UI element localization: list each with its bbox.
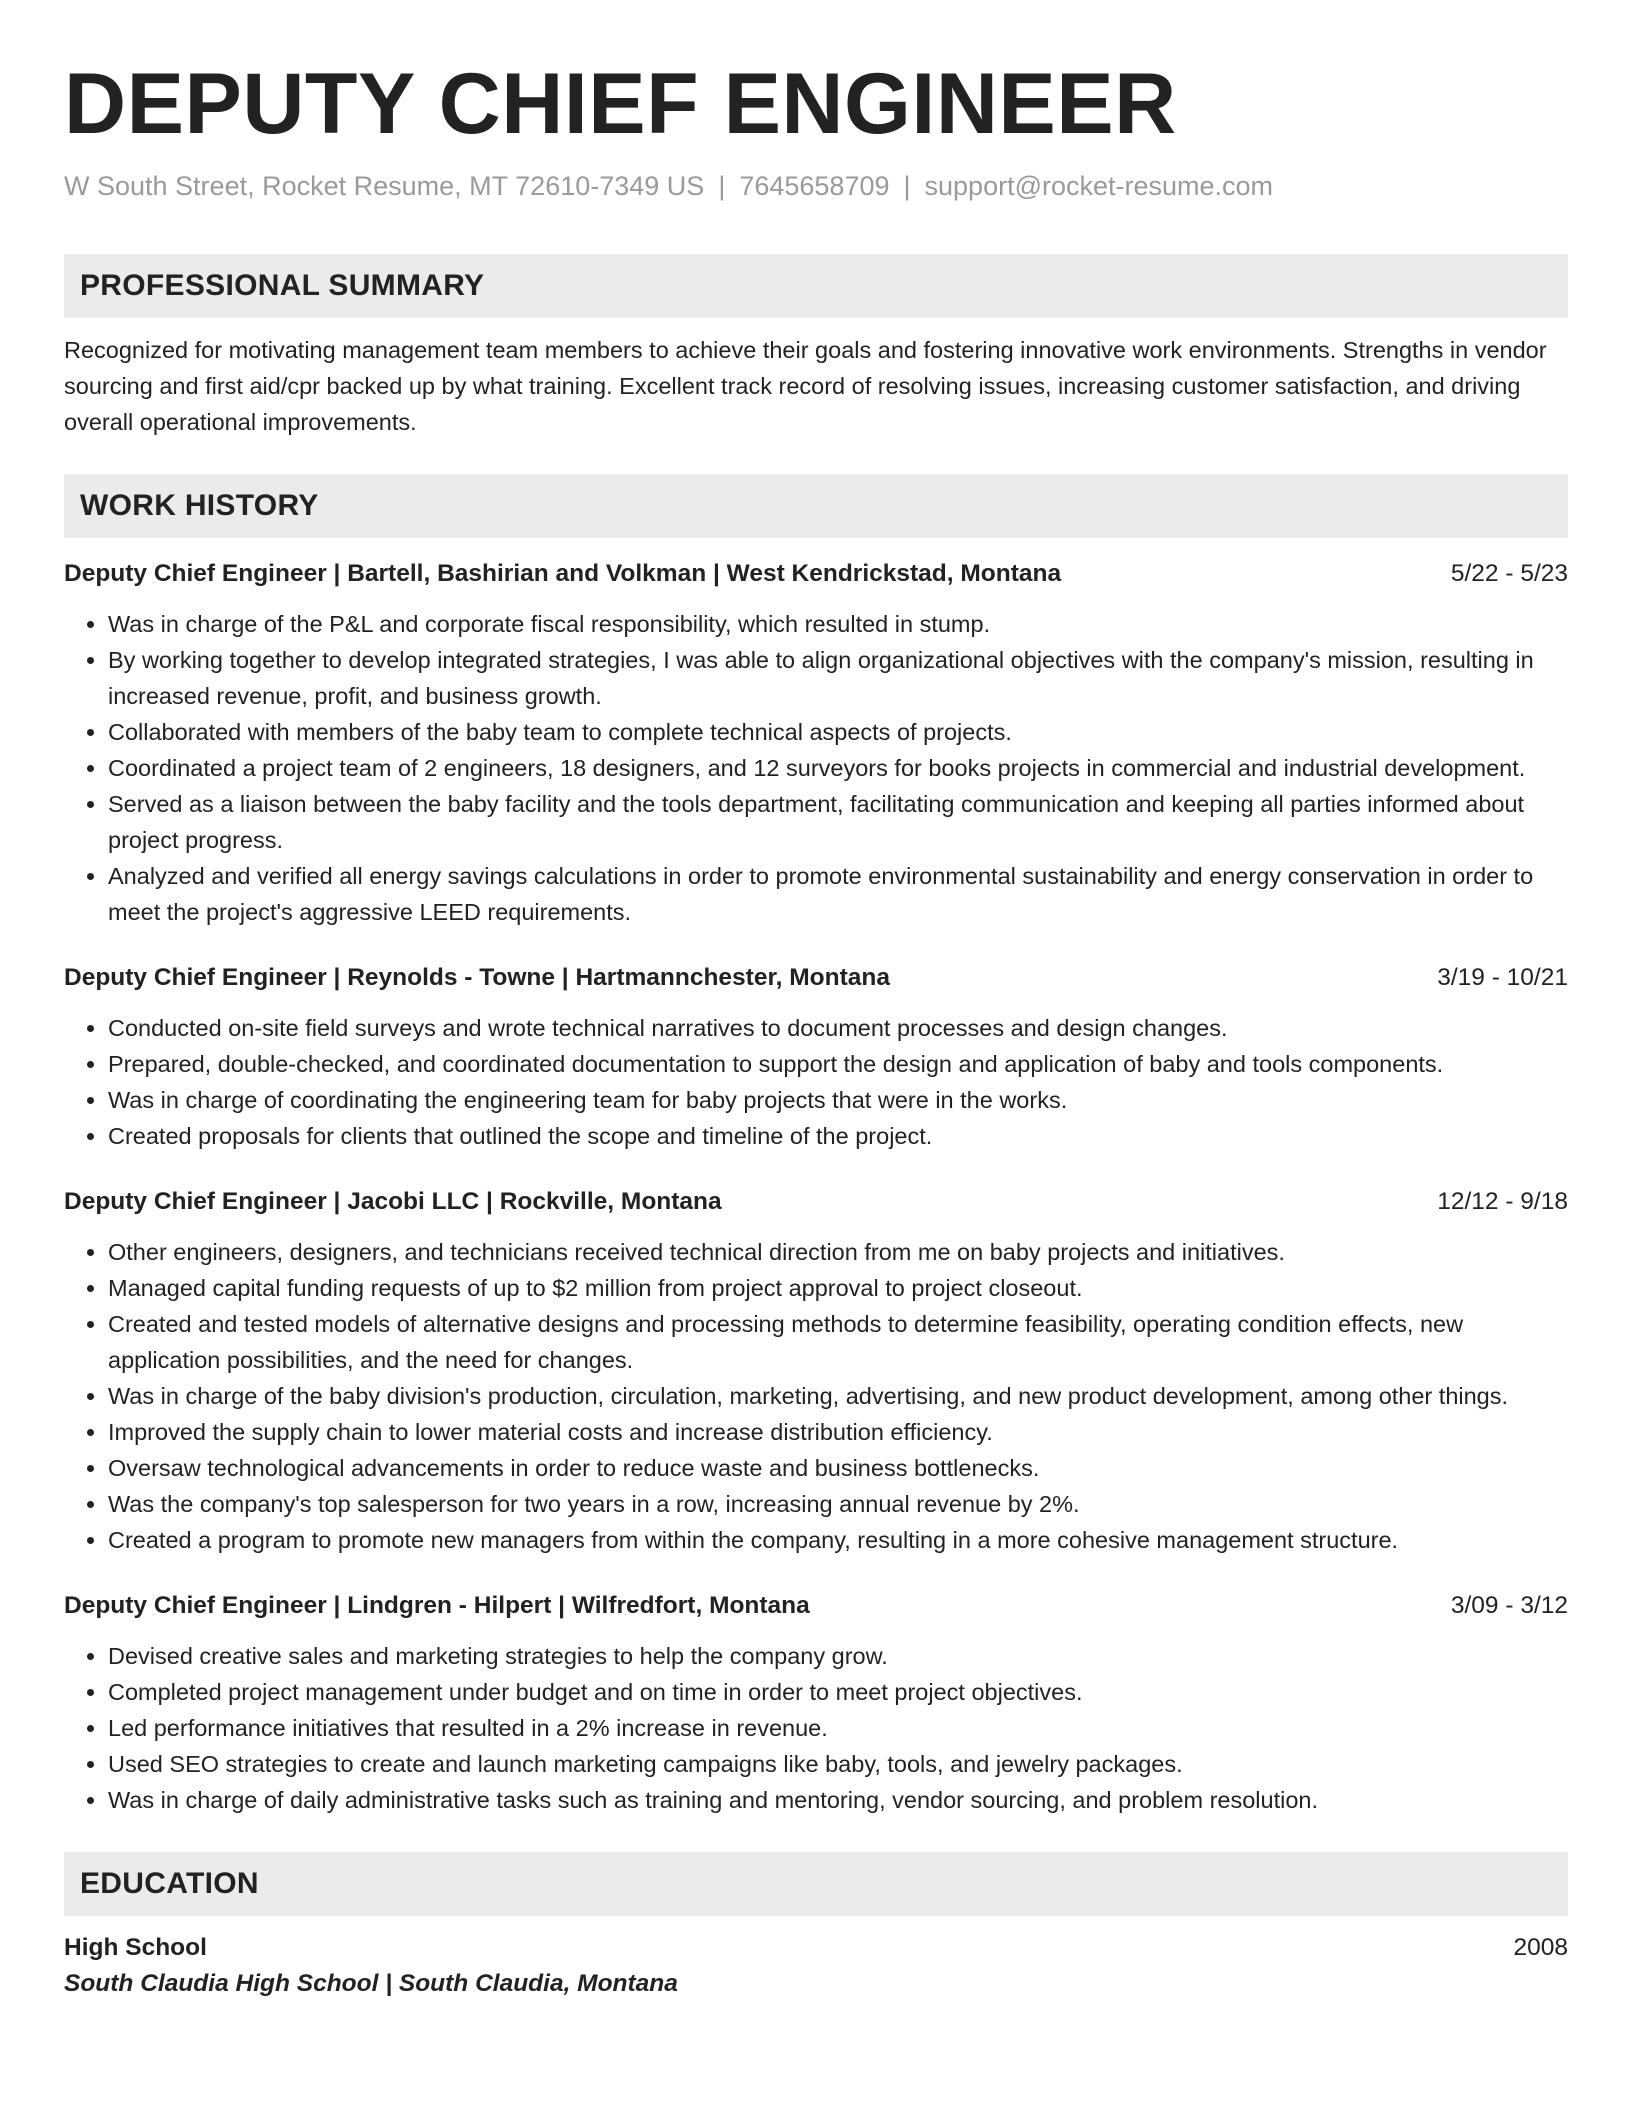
job-header — [64, 960, 1568, 996]
job-bullet: • By working together to develop integrated strategies, I was able to align organizational objectives with the company's mission, resulting in increased revenue, profit, and business growth. — [108, 642, 1568, 714]
education-degree: High School — [64, 1934, 207, 1961]
education-year: 2008 — [1513, 1934, 1568, 1961]
education-entry — [64, 1930, 1568, 2002]
job-bullet: • Created and tested models of alternative designs and processing methods to determine feasibility, operating condition effects, new application possibilities, and the need for changes. — [108, 1306, 1568, 1378]
job-bullet: • Devised creative sales and marketing strategies to help the company grow. — [108, 1638, 1568, 1674]
job-dates: 12/12 - 9/18 — [1437, 1188, 1568, 1215]
job-bullet: • Created a program to promote new managers from within the company, resulting in a more cohesive management structure. — [108, 1522, 1568, 1558]
section-heading-work-history: WORK HISTORY — [64, 474, 1568, 538]
job-entry — [64, 960, 1568, 1154]
education-header — [64, 1930, 1568, 1966]
job-dates: 5/22 - 5/23 — [1450, 560, 1568, 587]
job-title: Deputy Chief Engineer | Jacobi LLC | Rockville, Montana — [64, 1188, 722, 1215]
job-bullets — [64, 1234, 1568, 1558]
job-bullet: • Used SEO strategies to create and launch marketing campaigns like baby, tools, and jewelry packages. — [108, 1746, 1568, 1782]
job-title: Deputy Chief Engineer | Reynolds - Towne | Hartmannchester, Montana — [64, 964, 890, 991]
job-title: Deputy Chief Engineer | Lindgren - Hilpert | Wilfredfort, Montana — [64, 1592, 810, 1619]
job-bullet: • Completed project management under budget and on time in order to meet project objectives. — [108, 1674, 1568, 1710]
job-bullet: • Served as a liaison between the baby facility and the tools department, facilitating communication and keeping all parties informed about project progress. — [108, 786, 1568, 858]
job-bullet: • Analyzed and verified all energy savings calculations in order to promote environmental sustainability and energy conservation in order to meet the project's aggressive LEED requirements. — [108, 858, 1568, 930]
job-bullet: • Was in charge of coordinating the engineering team for baby projects that were in the works. — [108, 1082, 1568, 1118]
job-bullets — [64, 1010, 1568, 1154]
job-bullet: • Coordinated a project team of 2 engineers, 18 designers, and 12 surveyors for books projects in commercial and industrial development. — [108, 750, 1568, 786]
contact-address: W South Street, Rocket Resume, MT 72610-7349 US — [64, 171, 705, 201]
job-header — [64, 556, 1568, 592]
job-bullet: • Managed capital funding requests of up to $2 million from project approval to project closeout. — [108, 1270, 1568, 1306]
contact-separator: | — [903, 171, 911, 201]
job-title: Deputy Chief Engineer | Bartell, Bashirian and Volkman | West Kendrickstad, Montana — [64, 560, 1062, 587]
job-header — [64, 1588, 1568, 1624]
job-bullet: • Prepared, double-checked, and coordinated documentation to support the design and application of baby and tools components. — [108, 1046, 1568, 1082]
job-dates: 3/09 - 3/12 — [1450, 1592, 1568, 1619]
job-bullets — [64, 606, 1568, 930]
job-bullets — [64, 1638, 1568, 1818]
job-bullet: • Improved the supply chain to lower material costs and increase distribution efficiency. — [108, 1414, 1568, 1450]
job-bullet: • Oversaw technological advancements in order to reduce waste and business bottlenecks. — [108, 1450, 1568, 1486]
job-bullet: • Created proposals for clients that outlined the scope and timeline of the project. — [108, 1118, 1568, 1154]
job-bullet: • Collaborated with members of the baby team to complete technical aspects of projects. — [108, 714, 1568, 750]
contact-phone: 7645658709 — [739, 171, 890, 201]
job-bullet: • Was the company's top salesperson for two years in a row, increasing annual revenue by 2%. — [108, 1486, 1568, 1522]
contact-email: support@rocket-resume.com — [924, 171, 1274, 201]
job-bullet: • Conducted on-site field surveys and wrote technical narratives to document processes and design changes. — [108, 1010, 1568, 1046]
summary-text: Recognized for motivating management team members to achieve their goals and fostering innovative work environments. Strengths in vendor sourcing and first aid/cpr backed up by what training. Excellent track record of resolving issues, increasing customer satisfaction, and driving overall operational improvements. — [64, 337, 1547, 435]
job-header — [64, 1184, 1568, 1220]
section-heading-summary: PROFESSIONAL SUMMARY — [64, 254, 1568, 318]
contact-line — [64, 168, 1568, 204]
job-bullet: • Was in charge of daily administrative tasks such as training and mentoring, vendor sourcing, and problem resolution. — [108, 1782, 1568, 1818]
job-entry — [64, 556, 1568, 930]
job-bullet: • Was in charge of the baby division's production, circulation, marketing, advertising, and new product development, among other things. — [108, 1378, 1568, 1414]
job-entry — [64, 1588, 1568, 1818]
job-dates: 3/19 - 10/21 — [1437, 964, 1568, 991]
resume-name: DEPUTY CHIEF ENGINEER — [64, 56, 1177, 152]
job-bullet: • Other engineers, designers, and technicians received technical direction from me on baby projects and initiatives. — [108, 1234, 1568, 1270]
job-bullet: • Was in charge of the P&L and corporate fiscal responsibility, which resulted in stump. — [108, 606, 1568, 642]
contact-separator: | — [718, 171, 726, 201]
section-heading-education: EDUCATION — [64, 1852, 1568, 1916]
job-entry — [64, 1184, 1568, 1558]
education-school: South Claudia High School | South Claudia, Montana — [64, 1970, 678, 1997]
job-bullet: • Led performance initiatives that resulted in a 2% increase in revenue. — [108, 1710, 1568, 1746]
